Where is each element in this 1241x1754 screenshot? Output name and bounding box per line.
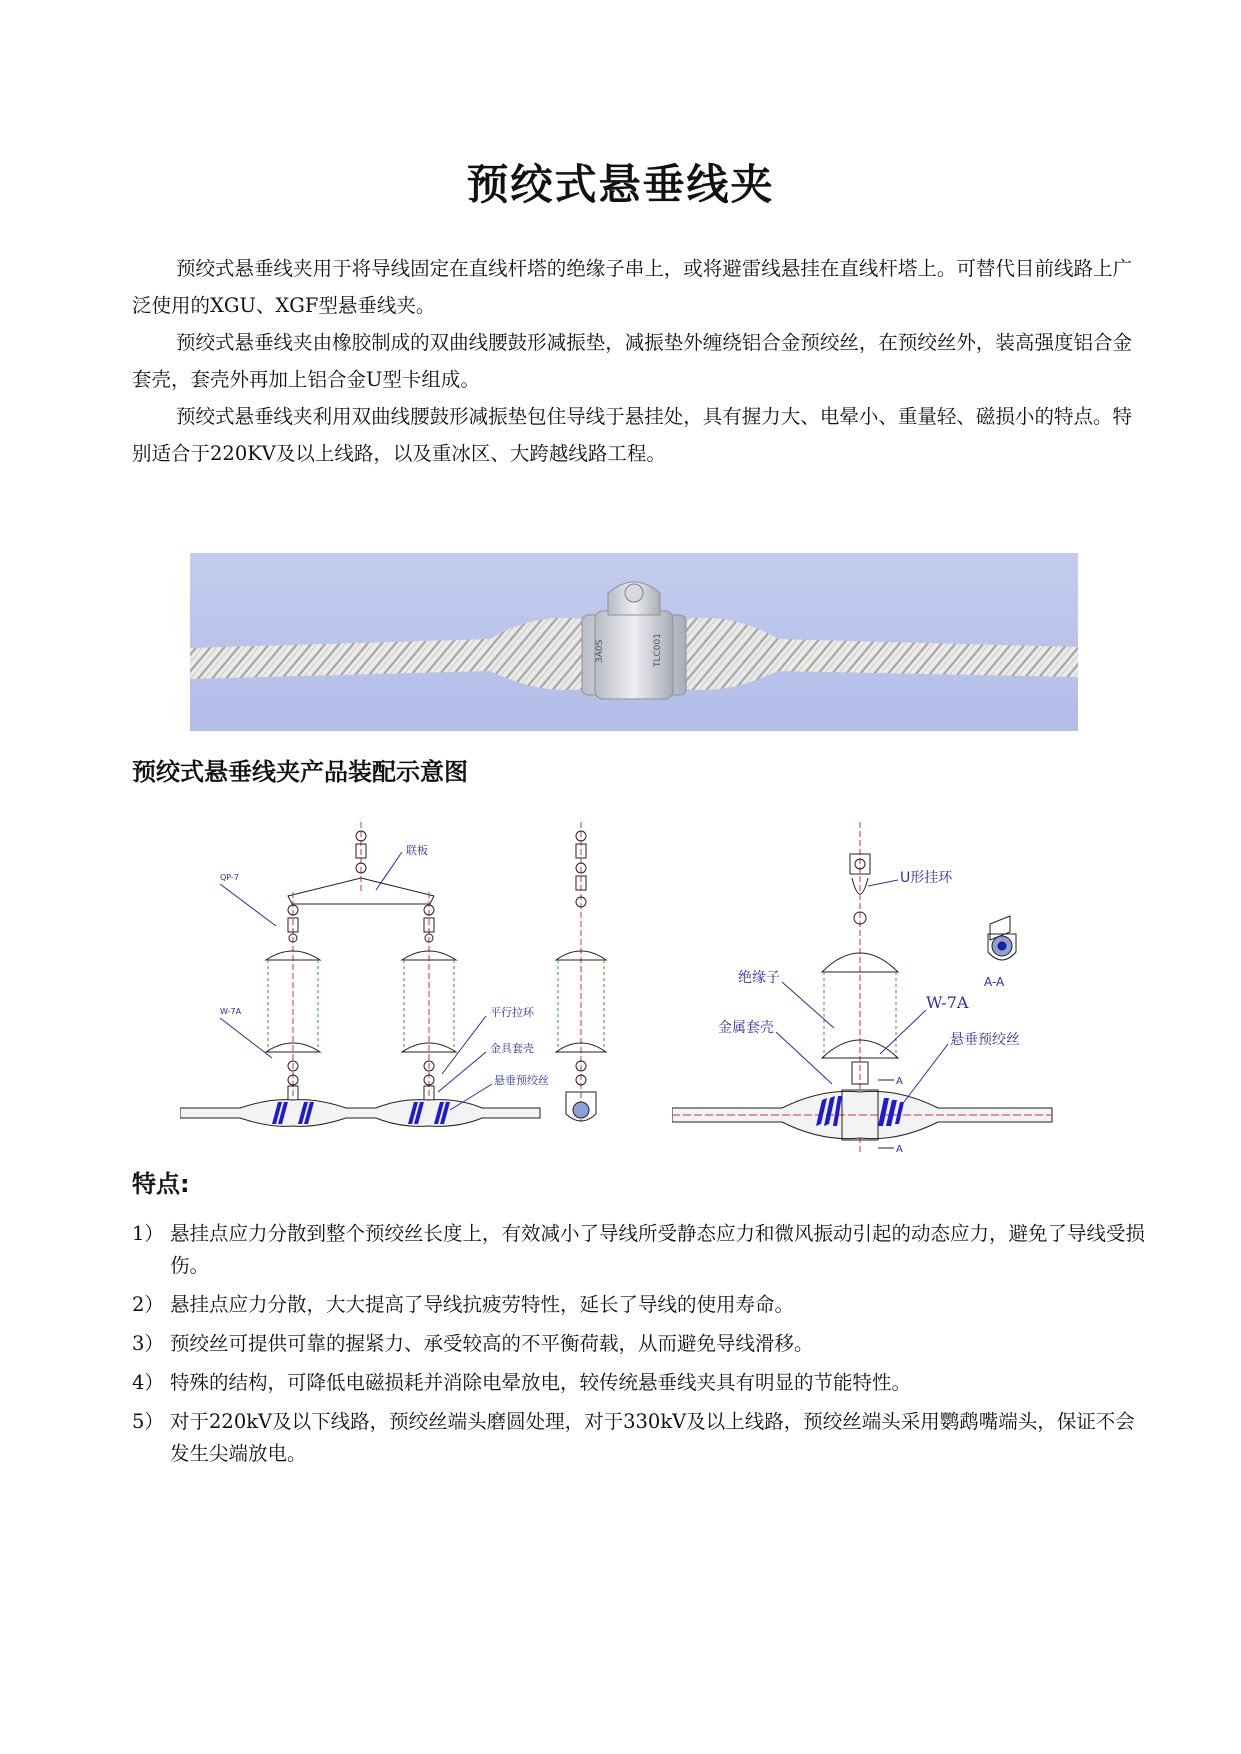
photo-mark-right: TLC001	[653, 633, 663, 667]
bolt-icon	[625, 584, 643, 602]
product-photo	[190, 553, 1078, 731]
intro-text	[132, 250, 1132, 472]
list-number: 4）	[132, 1371, 164, 1394]
list-item	[132, 1289, 1152, 1321]
label-parallel-ring: 平行拉环	[490, 1006, 534, 1019]
intro-paragraph-3: 预绞式悬垂线夹利用双曲线腰鼓形减振垫包住导线于悬挂处，具有握力大、电晕小、重量轻、磁损小的特点。特别适合于220KV及以上线路，以及重冰区、大跨越线路工程。	[132, 405, 1132, 465]
intro-paragraph-1: 预绞式悬垂线夹用于将导线固定在直线杆塔的绝缘子串上，或将避雷线悬挂在直线杆塔上。可替代目前线路上广泛使用的XGU、XGF型悬垂线夹。	[132, 257, 1132, 317]
features-list	[132, 1218, 1152, 1477]
list-number: 3）	[132, 1332, 164, 1355]
assembly-heading: 预绞式悬垂线夹产品装配示意图	[132, 758, 468, 786]
label-yoke-plate: 联板	[406, 844, 428, 857]
label-section-a-top: A	[896, 1076, 903, 1087]
label-u-shackle: U形挂环	[900, 870, 953, 886]
label-section-aa: A-A	[984, 975, 1005, 989]
list-text: 对于220kV及以下线路，预绞丝端头磨圆处理，对于330kV及以上线路，预绞丝端头采用鹦鹉嘴端头，保证不会发生尖端放电。	[170, 1410, 1135, 1465]
label-fitting-housing: 金具套壳	[490, 1042, 534, 1055]
label-insulator: 绝缘子	[738, 970, 780, 986]
label-w7a-left: W-7A	[220, 1007, 242, 1016]
label-metal-housing: 金属套壳	[718, 1020, 774, 1036]
list-text: 悬挂点应力分散，大大提高了导线抗疲劳特性，延长了导线的使用寿命。	[170, 1293, 795, 1316]
list-item	[132, 1406, 1152, 1470]
label-preformed-rod-right: 悬垂预绞丝	[950, 1032, 1020, 1048]
list-number: 1）	[132, 1222, 164, 1245]
assembly-diagram-double-string	[180, 822, 640, 1152]
features-heading: 特点:	[132, 1170, 190, 1198]
list-text: 悬挂点应力分散到整个预绞丝长度上，有效减小了导线所受静态应力和微风振动引起的动态应力，避免了导线受损伤。	[170, 1222, 1146, 1277]
list-item	[132, 1367, 1152, 1399]
label-qp7: QP-7	[220, 873, 239, 882]
label-w7a-right: W-7A	[926, 993, 969, 1012]
list-number: 5）	[132, 1410, 164, 1433]
list-item	[132, 1328, 1152, 1360]
list-number: 2）	[132, 1293, 164, 1316]
page-title: 预绞式悬垂线夹	[466, 160, 775, 209]
intro-paragraph-2: 预绞式悬垂线夹由橡胶制成的双曲线腰鼓形减振垫，减振垫外缠绕铝合金预绞丝，在预绞丝外，装高强度铝合金套壳，套壳外再加上铝合金U型卡组成。	[132, 331, 1132, 391]
list-item	[132, 1218, 1152, 1282]
label-section-a-bottom: A	[896, 1144, 903, 1152]
list-text: 特殊的结构，可降低电磁损耗并消除电晕放电，较传统悬垂线夹具有明显的节能特性。	[170, 1371, 912, 1394]
list-text: 预绞丝可提供可靠的握紧力、承受较高的不平衡荷载，从而避免导线滑移。	[170, 1332, 814, 1355]
label-preformed-rod-left: 悬垂预绞丝	[494, 1074, 549, 1087]
photo-mark-left: 3A0S	[595, 639, 605, 663]
assembly-diagram-single-string	[672, 822, 1092, 1152]
